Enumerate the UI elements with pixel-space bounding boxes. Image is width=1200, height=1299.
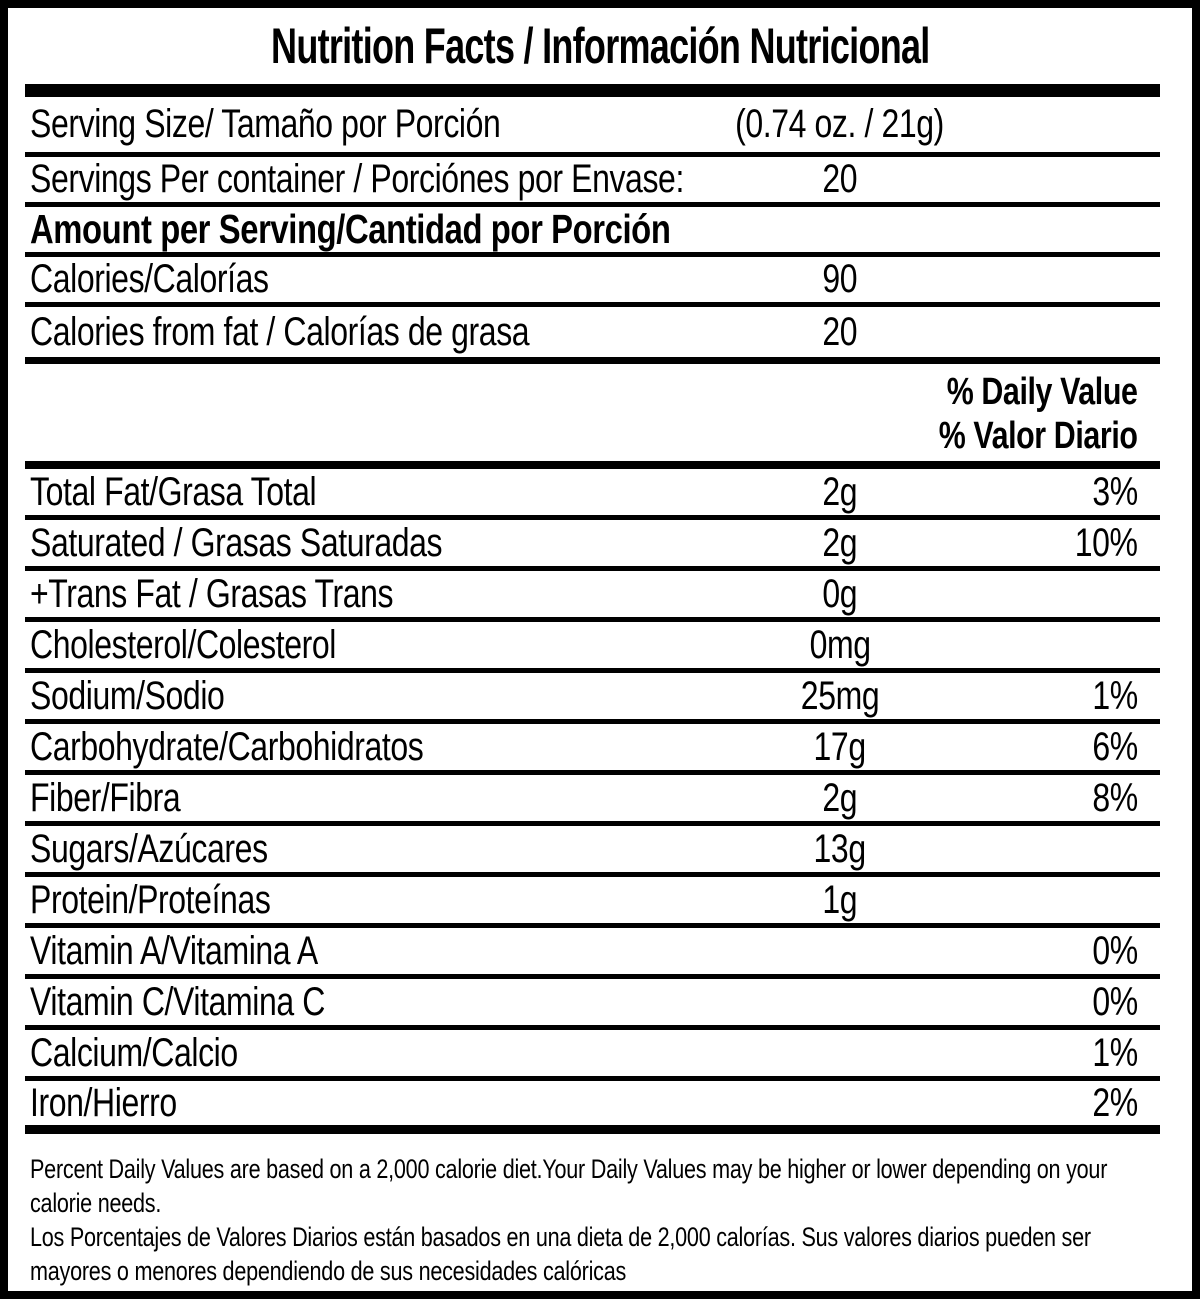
serving-size-label: Serving Size/ Tamaño por Porción — [30, 102, 501, 146]
nutrient-amount: 0mg — [809, 622, 871, 667]
calories-row — [25, 257, 1160, 307]
label-title: Nutrition Facts / Información Nutricional — [270, 18, 930, 74]
calories-from-fat-label: Calories from fat / Calorías de grasa — [30, 309, 530, 354]
daily-value-header-block — [25, 364, 1160, 469]
nutrient-dv: 2% — [1092, 1080, 1138, 1125]
nutrient-label: +Trans Fat / Grasas Trans — [30, 571, 394, 616]
nutrient-label: Cholesterol/Colesterol — [30, 622, 337, 667]
nutrient-row-sodium — [25, 673, 1160, 724]
nutrient-label: Iron/Hierro — [30, 1080, 177, 1125]
nutrient-label: Saturated / Grasas Saturadas — [30, 520, 443, 565]
nutrient-row-calcium — [25, 1030, 1160, 1081]
label-header — [8, 8, 1192, 84]
nutrient-label: Fiber/Fibra — [30, 775, 181, 820]
nutrient-amount: 13g — [813, 826, 867, 871]
nutrient-row-saturated-fat — [25, 520, 1160, 571]
calories-from-fat-row — [25, 307, 1160, 364]
nutrient-row-iron — [25, 1081, 1160, 1134]
serving-size-value: (0.74 oz. / 21g) — [735, 102, 945, 146]
nutrient-row-carbohydrate — [25, 724, 1160, 775]
nutrient-dv: 1% — [1092, 1030, 1138, 1075]
facts-table — [25, 97, 1160, 1134]
calories-label: Calories/Calorías — [30, 257, 269, 301]
amount-per-serving-header-row — [25, 207, 1160, 257]
nutrient-amount: 1g — [822, 877, 858, 922]
serving-size-row — [25, 97, 1160, 157]
nutrient-label: Carbohydrate/Carbohidratos — [30, 724, 424, 769]
nutrient-dv: 6% — [1092, 724, 1138, 769]
nutrient-row-total-fat — [25, 469, 1160, 520]
nutrient-dv: 10% — [1075, 520, 1138, 565]
title-divider-bar — [25, 84, 1160, 97]
nutrient-amount: 25mg — [800, 673, 880, 718]
nutrient-amount: 17g — [813, 724, 867, 769]
footnotes — [8, 1134, 1192, 1288]
nutrient-amount: 2g — [822, 775, 858, 820]
nutrient-row-vitamin-c — [25, 979, 1160, 1030]
nutrient-label: Calcium/Calcio — [30, 1030, 238, 1075]
daily-value-header-en: % Daily Value — [947, 371, 1138, 413]
nutrient-row-protein — [25, 877, 1160, 928]
nutrient-label: Total Fat/Grasa Total — [30, 469, 317, 514]
footnote-es: Los Porcentajes de Valores Diarios están basados en una dieta de 2,000 calorías. Sus valores diarios pueden ser mayores o menores dependiendo de sus necesidades calóricas — [30, 1222, 1091, 1286]
nutrient-label: Sugars/Azúcares — [30, 826, 268, 871]
nutrient-row-fiber — [25, 775, 1160, 826]
servings-per-container-value: 20 — [822, 157, 858, 201]
nutrient-label: Sodium/Sodio — [30, 673, 225, 718]
amount-per-serving-header: Amount per Serving/Cantidad por Porción — [30, 206, 671, 252]
nutrient-amount: 2g — [822, 520, 858, 565]
nutrient-label: Protein/Proteínas — [30, 877, 271, 922]
servings-per-container-row — [25, 157, 1160, 207]
nutrient-amount: 2g — [822, 469, 858, 514]
nutrient-dv: 0% — [1092, 979, 1138, 1024]
nutrient-label: Vitamin C/Vitamina C — [30, 979, 325, 1024]
nutrient-dv: 8% — [1092, 775, 1138, 820]
daily-value-header-es: % Valor Diario — [939, 415, 1138, 457]
nutrient-row-trans-fat — [25, 571, 1160, 622]
nutrient-label: Vitamin A/Vitamina A — [30, 928, 318, 973]
servings-per-container-label: Servings Per container / Porciónes por Envase: — [30, 157, 684, 201]
nutrient-amount: 0g — [822, 571, 858, 616]
nutrient-dv: 0% — [1092, 928, 1138, 973]
nutrient-row-cholesterol — [25, 622, 1160, 673]
footnote-en: Percent Daily Values are based on a 2,000 calorie diet.Your Daily Values may be higher or lower depending on your calorie needs. — [30, 1154, 1108, 1218]
calories-from-fat-value: 20 — [822, 309, 858, 354]
nutrient-dv: 1% — [1092, 673, 1138, 718]
nutrient-row-vitamin-a — [25, 928, 1160, 979]
calories-value: 90 — [822, 257, 858, 301]
nutrient-row-sugars — [25, 826, 1160, 877]
nutrient-dv: 3% — [1092, 469, 1138, 514]
